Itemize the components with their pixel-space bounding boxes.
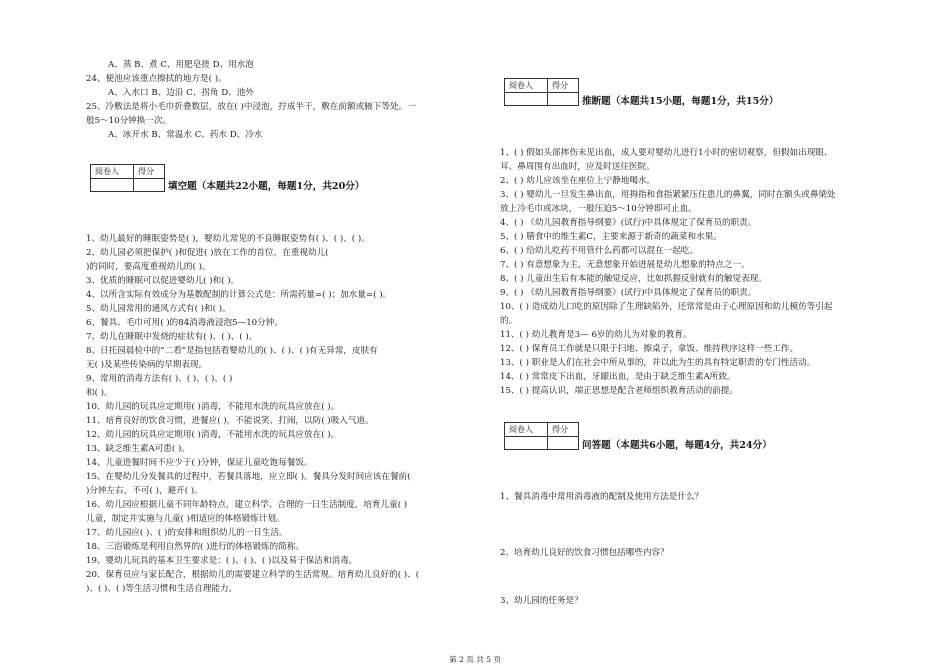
judge-item: 1、( ) 假如头部摔伤未见出血，成人要对婴幼儿进行1小时的密切观察，但假如出现眼、 [500, 148, 833, 158]
option-line: A、冰开水 B、常温水 C、药水 D、冷水 [108, 130, 263, 140]
score-box [90, 164, 165, 192]
grader-label: 阅卷人 [505, 79, 548, 93]
judge-item: 14、( ) 常常皮下出血，牙龈出血，是由于缺乏维生素A所致。 [500, 372, 736, 382]
fill-item: 无( )及某些传染病的早期表现。 [86, 360, 208, 370]
qa-item: 3、幼儿园的任务是？ [500, 596, 583, 606]
fill-item: 儿童，制定并实施与儿童( )相适应的体格锻炼计划。 [86, 514, 285, 524]
fill-item: 19、婴幼儿玩具的基本卫生要求是：( )、( )、( )以及易于保洁和消毒。 [86, 556, 358, 566]
fill-item: 20、保育员应与家长配合，根据幼儿的需要建立科学的生活常规。培育幼儿良好的( )、( [86, 570, 420, 580]
section-title: 推断题（本题共15小题，每题1分，共15分） [582, 96, 779, 107]
judge-item: 3、( ) 婴幼儿一旦发生鼻出血，用拇指和食指紧紧压住患儿的鼻翼，同时在额头或鼻梁处 [500, 190, 836, 200]
question-line: 25、冷敷法是将小毛巾折叠数层，放在( )中浸泡，拧成半干，敷在前额或腋下等处。一 [86, 102, 416, 112]
score-label: 得分 [134, 165, 165, 179]
fill-item: )的同时，要高度重视幼儿的( )。 [86, 262, 211, 272]
fill-item: 14、儿童进餐时间不应少于( )分钟，保证儿童吃饱每餐饭。 [86, 458, 313, 468]
fill-item: 1、幼儿最好的睡眠姿势是( )，婴幼儿常见的不良睡眠姿势有( )、( )、( )。 [86, 234, 370, 244]
fill-item: 13、缺乏维生素A可患( )。 [86, 444, 190, 454]
judge-item: 10、( ) 造成幼儿口吃的原因除了生理缺陷外，还常常是由于心理原因和幼儿模仿等引起 [500, 302, 833, 312]
fill-item: 9、常用的消毒方法有( )、( )、( )、( ) [86, 374, 233, 384]
judge-item: 6、( ) 给幼儿吃药不用管什么药都可以混在一起吃。 [500, 246, 699, 256]
score-label: 得分 [548, 79, 579, 93]
section-title: 问答题（本题共6小题，每题4分，共24分） [582, 440, 772, 451]
judge-item: 8、( ) 儿童出生后有本能的触觉反应，比如抓握反射就有的触觉表现。 [500, 274, 767, 284]
judge-item: 的。 [500, 316, 518, 326]
fill-item: 11、培育良好的饮食习惯，进餐应( )，不能说笑、打闹，以防( )吸入气道。 [86, 416, 374, 426]
fill-item: 18、三浴锻炼是利用自然界的( )进行的体格锻炼的简称。 [86, 542, 305, 552]
fill-item: 15、在婴幼儿分发餐具的过程中，若餐具落地，应立即( )。餐具分发时间应该在餐前( [86, 472, 411, 482]
qa-item: 2、培育幼儿良好的饮食习惯包括哪些内容？ [500, 548, 669, 558]
qa-item: 1、餐具消毒中常用消毒液的配制及使用方法是什么？ [500, 492, 704, 502]
fill-item: 17、幼儿园应( )、( )的安排和组织幼儿的一日生活。 [86, 528, 288, 538]
fill-item: 12、幼儿园的玩具应定期用( )消毒，不能用水洗的玩具应放在( )。 [86, 430, 340, 440]
judge-item: 耳、鼻周围有出血时，应及时送往医院。 [500, 162, 655, 172]
fill-item: )分钟左右，不可( )，避开( )。 [86, 486, 203, 496]
grader-cell [505, 93, 548, 106]
option-line: A、入水口 B、边沿 C、拐角 D、池外 [108, 88, 254, 98]
score-cell [134, 179, 165, 192]
score-cell [548, 437, 579, 450]
judge-item: 11、( ) 幼儿教育是3— 6岁的幼儿为对象的教育。 [500, 330, 692, 340]
score-box [504, 422, 579, 450]
fill-item: 5、幼儿园常用的通风方式有( )和( )。 [86, 304, 231, 314]
grader-cell [91, 179, 134, 192]
judge-item: 5、( ) 膳食中的维生素C，主要来源于新奇的蔬菜和水果。 [500, 232, 722, 242]
grader-label: 阅卷人 [91, 165, 134, 179]
judge-item: 13、( ) 职业是人们在社会中所从事的，并以此为生的具有特定职责的专门性活动。 [500, 358, 816, 368]
fill-item: 2、幼儿园必须把保护( )和促进( )放在工作的首位，在重视幼儿( [86, 248, 329, 258]
fill-item: )、( )、( )等生活习惯和生活自理能力。 [86, 584, 238, 594]
score-cell [548, 93, 579, 106]
score-box [504, 78, 579, 106]
fill-item: 6、餐具、毛巾可用( )的84消毒液浸泡5—10分钟。 [86, 318, 283, 328]
page-footer: 第 2 页 共 5 页 [448, 655, 502, 664]
fill-item: 16、幼儿园应根据儿童不同年龄特点，建立科学、合理的一日生活制度，培育儿童( ) [86, 500, 408, 510]
grader-label: 阅卷人 [505, 423, 548, 437]
judge-item: 15、( ) 提高认识，端正思想是配合老师组织教育活动的前提。 [500, 386, 738, 396]
option-line: A、蒸 B、煮 C、用肥皂搓 D、用水泡 [108, 60, 254, 70]
section-title: 填空题（本题共22小题，每题1分，共20分） [168, 181, 365, 192]
fill-item: 8、日托园晨检中的“二看”是指包括看婴幼儿的( )、( )、( )有无异常，皮肤有 [86, 346, 378, 356]
judge-item: 4、( ) 《幼儿园教育指导纲要》(试行)中具体规定了保育员的职责。 [500, 218, 757, 228]
fill-item: 4、以所含实际有效成分为基数配制的计算公式是：所需药量=( )；加水量=( )。 [86, 290, 392, 300]
fill-item: 3、优质的睡眠可以促进婴幼儿( )和( )。 [86, 276, 240, 286]
fill-item: 10、幼儿园的玩具应定期用( )消毒，不能用水洗的玩具应放在( )。 [86, 402, 340, 412]
judge-item: 2、( ) 幼儿应该坐在座位上宁静地喝水。 [500, 176, 656, 186]
grader-cell [505, 437, 548, 450]
fill-item: 和( )。 [86, 388, 113, 398]
question-line: 般5～10分钟换一次。 [86, 116, 172, 126]
judge-item: 7、( ) 有意想象为主，无意想象开始进展是幼儿想象的特点之一。 [500, 260, 750, 270]
judge-item: 12、( ) 保育员工作就是只限于扫地、擦桌子，拿饭、维持秩序这样一些工作。 [500, 344, 799, 354]
judge-item: 放上冷毛巾或冰块，一般压迫5～10分钟即可止血。 [500, 204, 697, 214]
judge-item: 9、( ) 《幼儿园教育指导纲要》(试行)中具体规定了保育员的职责。 [500, 288, 757, 298]
score-label: 得分 [548, 423, 579, 437]
question-line: 24、便池应该重点擦拭的地方是( )。 [86, 74, 227, 84]
fill-item: 7、幼儿在睡眠中发烧的症状有( )、( )、( )。 [86, 332, 258, 342]
